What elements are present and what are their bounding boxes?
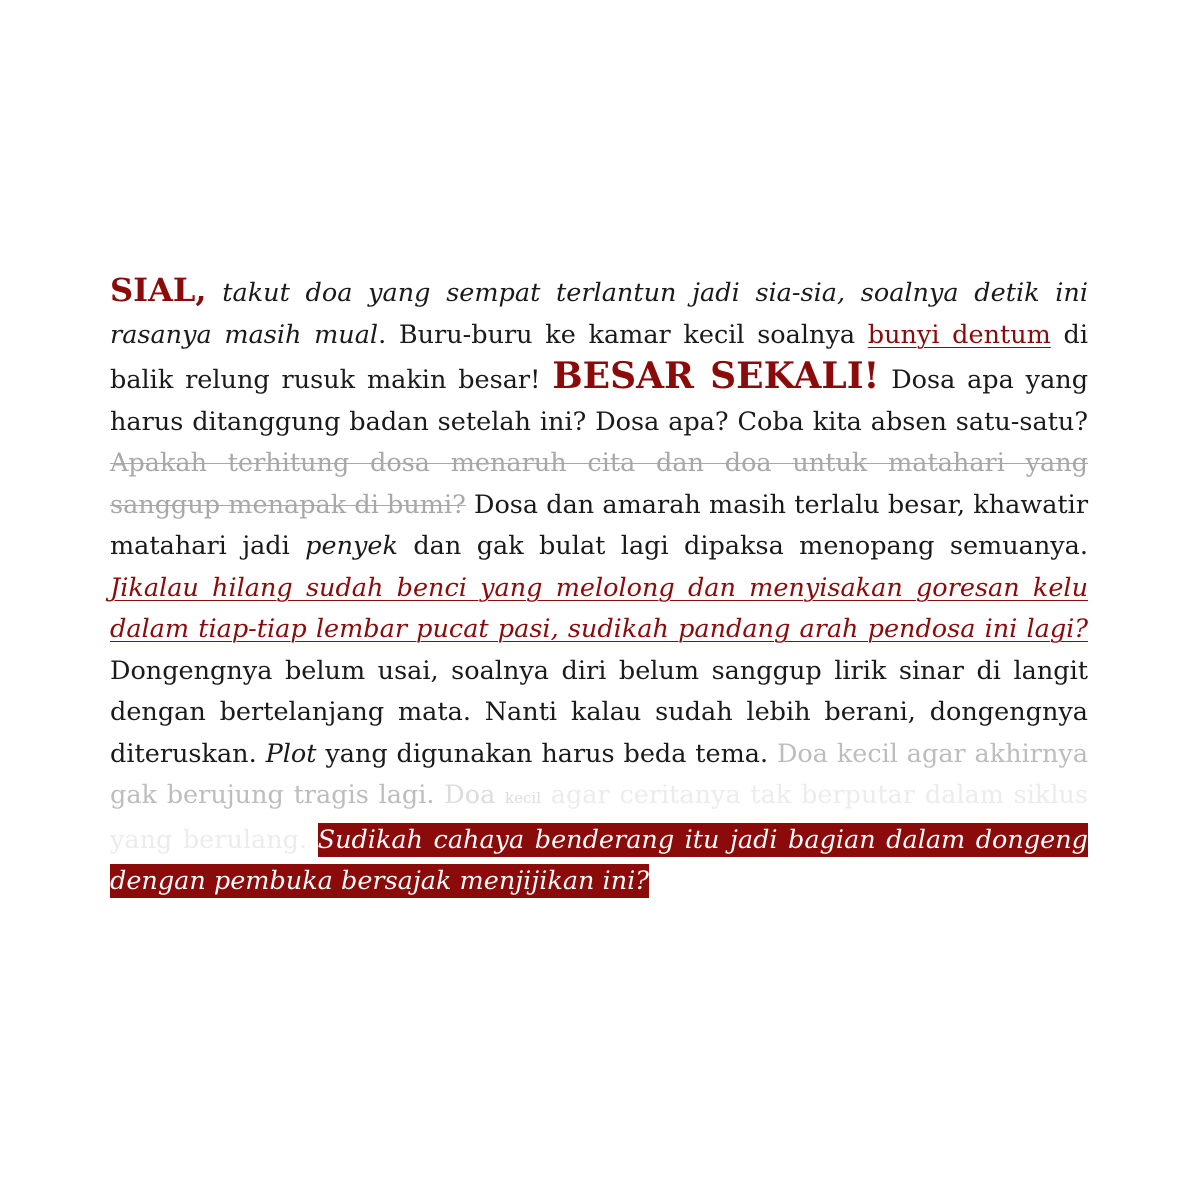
body-text: Dosa apa yang harus ditanggung badan setelah ini? Dosa apa? Coba kita absen satu-satu?: [110, 365, 1089, 437]
body-text: . Buru-buru ke kamar kecil soalnya: [378, 319, 856, 350]
body-text: yang digunakan harus beda tema.: [325, 738, 769, 769]
body-text: Dosa dan amarah masih terlalu besar, khawatir matahari jadi: [110, 489, 1089, 561]
highlighted-sentence: Sudikah cahaya benderang itu jadi bagian dalam dongeng dengan pembuka bersajak menjijikan ini?: [110, 824, 1088, 896]
struck-through-sentence: Apakah terhitung dosa menaruh cita dan doa untuk matahari yang sanggup menapak di bumi?: [110, 448, 1088, 520]
faded-sentence: Doa kecil agar akhirnya gak berujung tragis lagi.: [110, 738, 1089, 810]
underlined-phrase: bunyi dentum: [867, 319, 1051, 350]
body-text: di balik relung rusuk makin besar!: [110, 319, 1089, 395]
italic-word: Plot: [265, 738, 317, 769]
emphasis-exclamation: BESAR SEKALI!: [552, 355, 880, 397]
italic-underlined-sentence: Jikalau hilang sudah benci yang melolong dan menyisakan goresan kelu dalam tiap-tiap lembar pucat pasi, sudikah pandang arah pendosa ini lagi?: [110, 572, 1088, 644]
faded-sentence: agar ceritanya tak berputar dalam siklus yang berulang.: [110, 780, 1089, 855]
faded-word: Doa: [444, 780, 496, 810]
body-text: dan gak bulat lagi dipaksa menopang semuanya.: [413, 531, 1088, 561]
story-paragraph: [110, 270, 1088, 903]
italic-word: penyek: [305, 531, 398, 561]
faded-small-word: kecil: [505, 789, 542, 807]
opening-exclamation: SIAL,: [110, 271, 207, 309]
body-text: Dongengnya belum usai, soalnya diri belum sanggup lirik sinar di langit dengan bertelanjang mata. Nanti kalau sudah lebih berani, dongengnya diteruskan.: [110, 655, 1088, 769]
italic-phrase: takut doa yang sempat terlantun jadi sia-sia, soalnya detik ini rasanya masih mual: [110, 278, 1089, 350]
